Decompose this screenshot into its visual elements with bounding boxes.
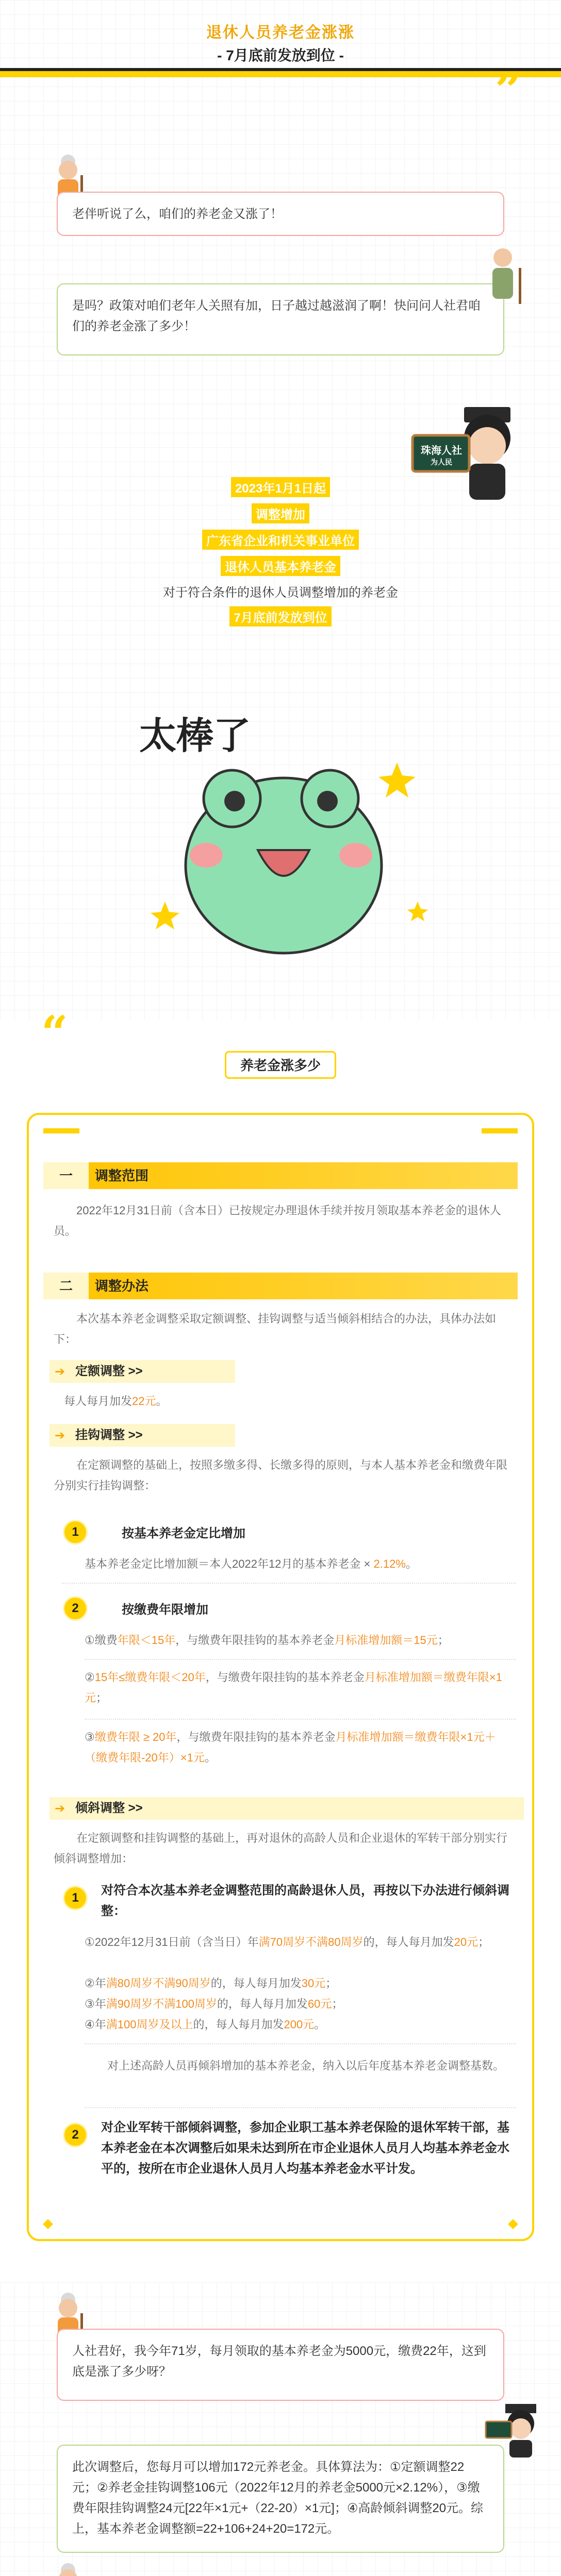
tilt-item-number-2: 2 xyxy=(63,2123,88,2147)
item-2-line-1: ①缴费年限＜15年，与缴费年限挂钩的基本养老金月标准增加额＝15元； xyxy=(85,1634,449,1647)
section-2-header xyxy=(43,1273,518,1299)
announce-last: 7月底前发放到位 xyxy=(229,606,331,626)
quote-icon-open: “ xyxy=(41,1006,68,1060)
item-1-title: 按基本养老金定比增加 xyxy=(122,1527,245,1540)
section-tab: 养老金涨多少 xyxy=(225,1051,336,1079)
announce-line-2: 调整增加 xyxy=(252,503,309,523)
frame-accent-right xyxy=(482,1128,518,1133)
dialog-bubble-a2: 此次调整后，您每月可以增加172元养老金。具体算法为：①定额调整22元；②养老金挂钩调整106元（2022年12月的养老金5000元×2.12%），③缴费年限挂钩调整24元[22年×1元+（22-20）×1元]；④高龄倾斜调整20元。综上，基本养老金调整额=22+106+24+20=172元。 xyxy=(57,2445,504,2553)
tilt-note: 对上述高龄人员再倾斜增加的基本养老金，纳入以后年度基本养老金调整基数。 xyxy=(107,2059,505,2072)
divider xyxy=(85,1719,516,1720)
frog-sticker xyxy=(129,685,428,974)
sticker-text: 太棒了 xyxy=(139,714,251,757)
section-1-text: 2022年12月31日前（含本日）已按规定办理退休手续并按月领取基本养老金的退休人员。 xyxy=(54,1204,501,1238)
tilt-line-1: ①2022年12月31日前（含当日）年满70周岁不满80周岁的，每人每月加发20元； xyxy=(85,1936,490,1948)
header-accent-bar xyxy=(0,71,561,77)
announce-line-3: 广东省企业和机关事业单位 xyxy=(202,530,359,550)
item-1-text: 基本养老金定比增加额＝本人2022年12月的基本养老金 × 2.12%。 xyxy=(85,1557,417,1570)
quote-icon: ” xyxy=(495,63,522,117)
tilt-line-2: ②年满80周岁不满90周岁的，每人每月加发30元； xyxy=(85,1977,337,1990)
item-2-line-3: ③缴费年限 ≥ 20年，与缴费年限挂钩的基本养老金月标准增加额＝缴费年限×1元＋（缴费年限-20年）×1元。 xyxy=(85,1731,496,1764)
mascot-sign: 珠海人社 为人民 xyxy=(421,445,462,466)
tilt-adjust-intro: 在定额调整和挂钩调整的基础上，再对退休的高龄人员和企业退休的军转干部分别实行倾斜调整增加： xyxy=(54,1832,508,1865)
tilt-line-4: ④年满100周岁及以上的，每人每月加发200元。 xyxy=(85,2018,326,2031)
tilt-item-1-title: 对符合本次基本养老金调整范围的高龄退休人员，再按以下办法进行倾斜调整： xyxy=(101,1884,509,1918)
arrow-icon: ➔ xyxy=(55,1802,65,1816)
section-1-num: 一 xyxy=(43,1162,89,1189)
tilt-item-number-1: 1 xyxy=(63,1886,88,1910)
item-2-line-2: ②15年≤缴费年限＜20年，与缴费年限挂钩的基本养老金月标准增加额＝缴费年限×1元； xyxy=(85,1671,502,1704)
item-number-2: 2 xyxy=(63,1596,88,1621)
section-1-label: 调整范围 xyxy=(95,1168,149,1183)
grandma-avatar-3 xyxy=(41,2558,98,2576)
announce-line-4: 退休人员基本养老金 xyxy=(221,556,340,576)
item-2-title: 按缴费年限增加 xyxy=(122,1603,208,1617)
arrow-icon: ➔ xyxy=(55,1365,65,1379)
divider xyxy=(85,2107,516,2108)
dialog-bubble-q2: 人社君好，我今年71岁，每月领取的基本养老金为5000元，缴费22年，这到底是涨了多少呀？ xyxy=(57,2329,504,2401)
page-subtitle: - 7月底前发放到位 - xyxy=(217,47,344,63)
divider xyxy=(85,2043,516,2044)
divider xyxy=(85,1659,516,1660)
arrow-icon: ➔ xyxy=(55,1429,65,1443)
announcement xyxy=(0,474,561,630)
section-2-label: 调整办法 xyxy=(95,1278,149,1294)
announce-line-1: 2023年1月1日起 xyxy=(231,477,330,497)
announce-plain: 对于符合条件的退休人员调整增加的养老金 xyxy=(163,586,398,600)
tilt-item-2-title: 对企业军转干部倾斜调整，参加企业职工基本养老保险的退休军转干部，基本养老金在本次调整后如果未达到所在市企业退休人员月人均基本养老金水平的，按所在市企业退休人员月人均基本养老金水平计发。 xyxy=(101,2121,509,2176)
divider xyxy=(62,1583,516,1584)
fixed-adjust-text: 每人每月加发22元。 xyxy=(64,1395,168,1408)
section-2-intro: 本次基本养老金调整采取定额调整、挂钩调整与适当倾斜相结合的办法，具体办法如下： xyxy=(54,1312,497,1346)
linked-adjust-header: ➔ 挂钩调整 >> xyxy=(50,1424,235,1447)
dialog-bubble-q1: 老伴听说了么，咱们的养老金又涨了！ xyxy=(57,192,504,236)
grandpa-avatar xyxy=(474,242,531,312)
item-number-1: 1 xyxy=(63,1520,88,1545)
dialog-bubble-a1: 是吗？政策对咱们老年人关照有加，日子越过越滋润了啊！快问问人社君咱们的养老金涨了多少！ xyxy=(57,283,504,355)
linked-adjust-intro: 在定额调整的基础上，按照多缴多得、长缴多得的原则，与本人基本养老金和缴费年限分别实行挂钩调整： xyxy=(54,1459,508,1492)
tilt-line-3: ③年满90周岁不满100周岁的，每人每月加发60元； xyxy=(85,1997,343,2010)
page-title: 退休人员养老金涨涨 xyxy=(206,24,355,41)
tilt-adjust-header: ➔ 倾斜调整 >> xyxy=(50,1797,524,1820)
frame-accent-left xyxy=(43,1128,79,1133)
fixed-adjust-header: ➔ 定额调整 >> xyxy=(50,1360,235,1383)
section-2-num: 二 xyxy=(43,1273,89,1299)
section-1-header xyxy=(43,1162,518,1189)
